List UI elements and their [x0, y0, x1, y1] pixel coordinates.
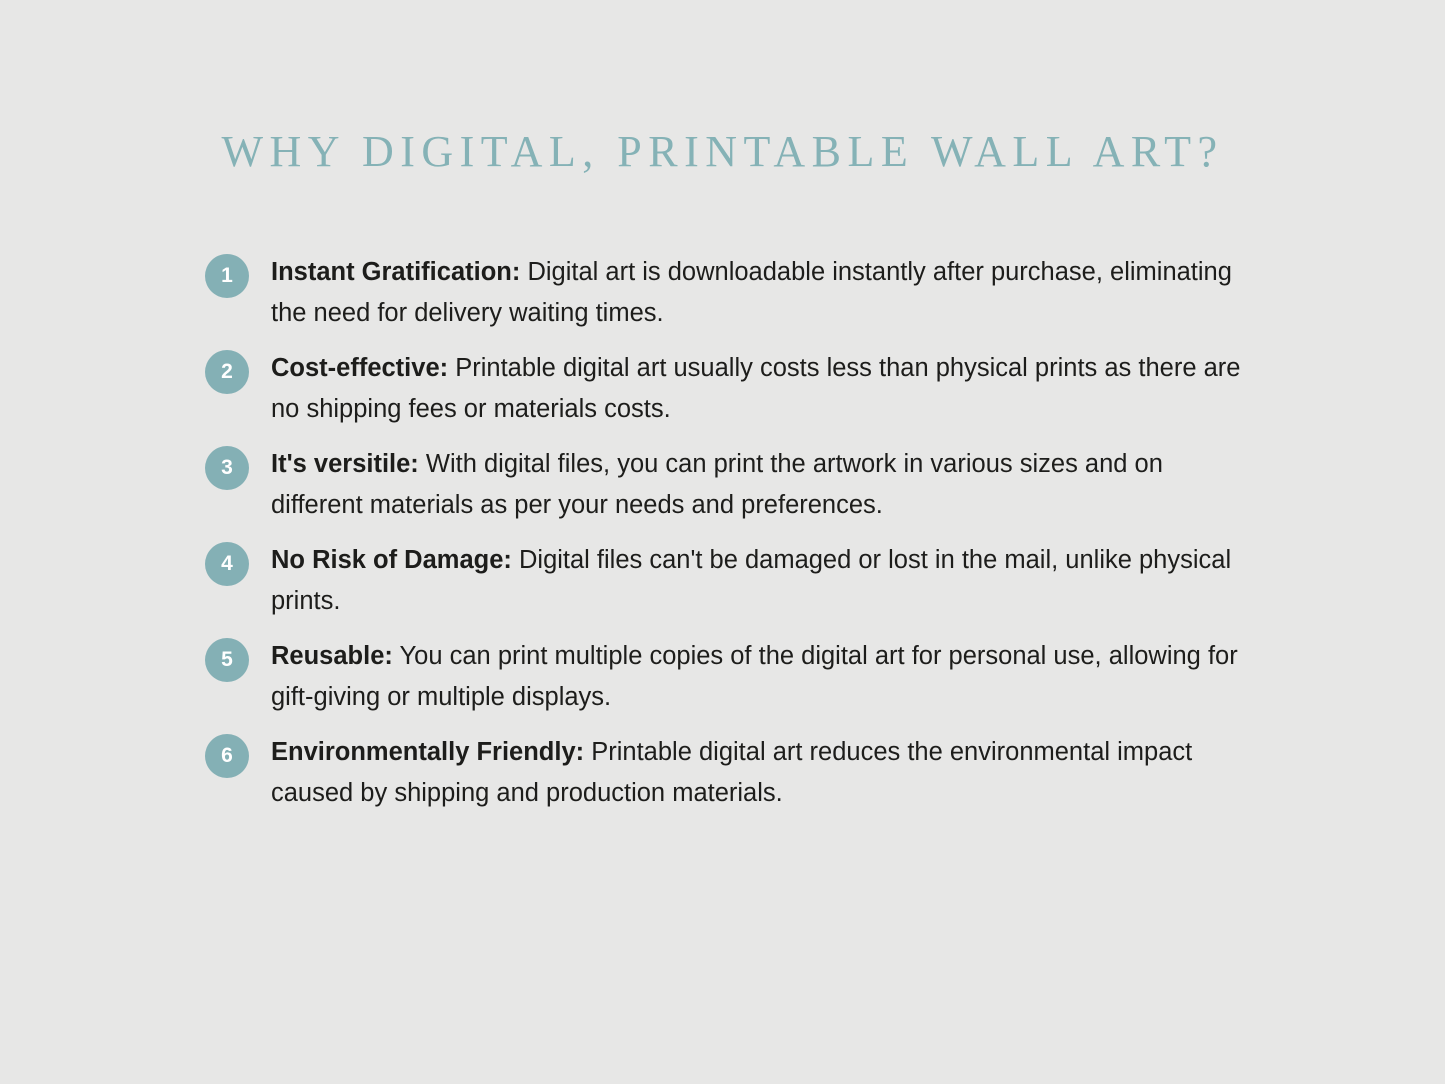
list-item-heading: Environmentally Friendly:: [271, 738, 585, 766]
list-item-number-badge: 3: [205, 446, 249, 490]
list-item: [205, 540, 1265, 622]
list-item-number-badge: 6: [205, 734, 249, 778]
list-item-text: [271, 732, 1261, 814]
list-item-text: [271, 540, 1261, 622]
list-item-body: Digital files can't be damaged or lost in the mail, unlike physical prints.: [271, 546, 1232, 615]
list-item: [205, 444, 1265, 526]
benefits-list: [205, 252, 1265, 828]
list-item-number-badge: 4: [205, 542, 249, 586]
list-item-body: You can print multiple copies of the digital art for personal use, allowing for gift-giving or multiple displays.: [271, 642, 1238, 711]
list-item-text: [271, 252, 1261, 334]
list-item-number-badge: 2: [205, 350, 249, 394]
page-title: WHY DIGITAL, PRINTABLE WALL ART?: [221, 127, 1224, 176]
list-item-text: [271, 348, 1261, 430]
list-item-number-badge: 5: [205, 638, 249, 682]
list-item-body: Printable digital art usually costs less than physical prints as there are no shipping fees or materials costs.: [271, 354, 1241, 423]
list-item: [205, 348, 1265, 430]
list-item: [205, 732, 1265, 814]
list-item-heading: It's versitile:: [271, 450, 419, 478]
list-item: [205, 252, 1265, 334]
list-item-text: [271, 444, 1261, 526]
list-item-heading: Instant Gratification:: [271, 258, 521, 286]
list-item-body: Printable digital art reduces the environmental impact caused by shipping and production materials.: [271, 738, 1193, 807]
list-item-heading: Reusable:: [271, 642, 393, 670]
list-item-number-badge: 1: [205, 254, 249, 298]
list-item-body: Digital art is downloadable instantly after purchase, eliminating the need for delivery waiting times.: [271, 258, 1232, 327]
list-item: [205, 636, 1265, 718]
list-item-body: With digital files, you can print the artwork in various sizes and on different materials as per your needs and preferences.: [271, 450, 1163, 519]
list-item-text: [271, 636, 1261, 718]
list-item-heading: Cost-effective:: [271, 354, 449, 382]
list-item-heading: No Risk of Damage:: [271, 546, 512, 574]
